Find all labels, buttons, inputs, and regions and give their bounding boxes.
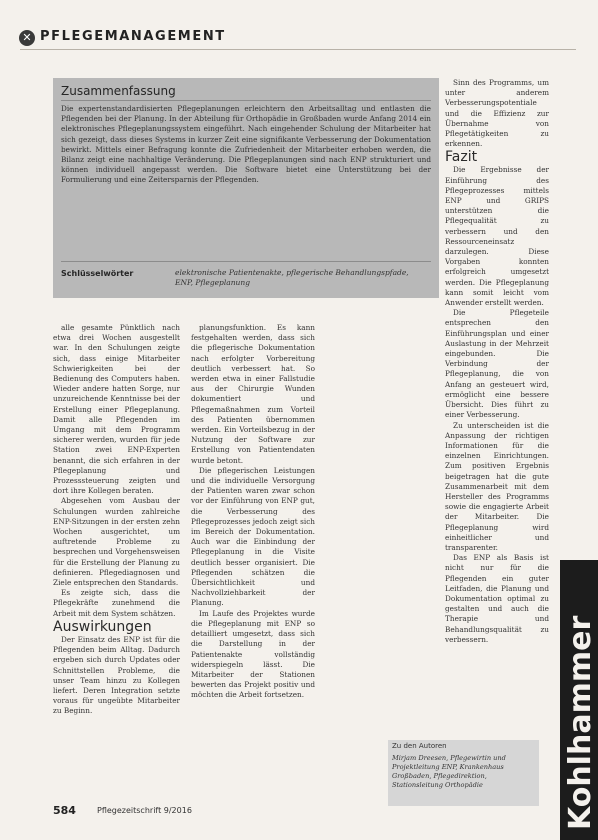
page-footer bbox=[53, 804, 553, 820]
author-info-text: Mirjam Dreesen, Pflegewirtin und Projektleitung ENP, Krankenhaus Großbaden, Pflegedirektion, Stationsleitung Orthopädie bbox=[392, 754, 506, 789]
column-right bbox=[445, 78, 549, 645]
publisher-side-tab bbox=[560, 560, 598, 840]
publisher-name: Kohlhammer bbox=[563, 615, 598, 830]
section-heading-auswirkungen: Auswirkungen bbox=[53, 618, 152, 635]
section-logo-icon: ✕ bbox=[19, 30, 35, 46]
paragraph: Zu unterscheiden ist die Anpassung der richtigen Informationen für die einzelnen Einrichtungen. Zum positiven Ergebnis beigetragen hat die gute Zusammenarbeit mit dem Hersteller des Programms sowie die engagierte Arbeit der Mitarbeiter. Die Pflegeplanung wird einheitlicher und transparenter. bbox=[445, 420, 549, 552]
column-left bbox=[53, 323, 180, 717]
paragraph: Die Pflegeteile entsprechen den Einführungsplan und einer Auslastung in der Mehrzeit eingebunden. Die Verbindung der Pflegeplanung, die von Anfang an gesteuert wird, ermöglicht eine bessere Übersicht. Dies führt zu einer Verbesserung. bbox=[445, 308, 549, 420]
paragraph: Das ENP als Basis ist nicht nur für die Pflegenden ein guter Leitfaden, die Planung und Dokumentation optimal zu gestalten und auch die Therapie und Behandlungsqualität zu verbessern. bbox=[445, 553, 549, 644]
page-header bbox=[0, 0, 598, 60]
author-info-box bbox=[388, 740, 539, 806]
paragraph: Der Einsatz des ENP ist für die Pflegenden beim Alltag. Dadurch ergeben sich durch Updates oder Schnittstellen Probleme, die unser Team hinzu zu Kollegen liefert. Deren Integration setzte voraus für ungeübte Mitarbeiter zu Beginn. bbox=[53, 634, 180, 716]
paragraph: Die Ergebnisse der Einführung des Pflegeprozesses mittels ENP und GRIPS unterstützen die Pflegequalität zu verbessern und den Ressourceneinsatz darzulegen. Diese Vorgaben konnten erfolgreich umgesetzt werden. Die Pflegeplanung kann somit leicht vom Anwender erstellt werden. bbox=[445, 165, 549, 308]
abstract-heading: Zusammenfassung bbox=[61, 84, 176, 98]
abstract-text: Die expertenstandardisierten Pflegeplanungen erleichtern den Arbeitsalltag und entlasten die Pflegenden bei der Planung. In der Abteilung für Orthopädie in Großbaden wurde Anfang 2014 ein elektronisches Pflegeplanungssystem eingeführt. Nach eingehender Schulung der Mitarbeiter hat sich gezeigt, dass dieses Systems in kurzer Zeit eine signifikante Verbesserung der Dokumentation bewirkt. Mittels einer Befragung konnte die Zufriedenheit der Mitarbeiter erhoben werden, die Bilanz zeigt eine nachhaltige Veränderung. Die Pflegeplanungen sind nach ENP strukturiert und können individuell angepasst werden. Die Software bietet eine Unterstützung bei der Formulierung und eine Zeitersparnis der Pflegenden. bbox=[61, 104, 431, 185]
section-heading-fazit: Fazit bbox=[445, 149, 478, 166]
keywords-value: elektronische Patientenakte, pflegerische Behandlungspfade, ENP, Pflegeplanung bbox=[175, 268, 409, 287]
header-divider bbox=[20, 49, 576, 50]
column-middle bbox=[191, 323, 315, 701]
section-title: PFLEGEMANAGEMENT bbox=[40, 29, 226, 44]
keywords-row bbox=[61, 261, 431, 292]
paragraph: Im Laufe des Projektes wurde die Pflegeplanung mit ENP so detailliert umgesetzt, dass sich die Darstellung in der Patientenakte vollständig widerspiegeln lässt. Die Mitarbeiter der Stationen bewerten das Projekt positiv und möchten die Arbeit fortsetzen. bbox=[191, 608, 315, 700]
keywords-label: Schlüsselwörter bbox=[61, 269, 134, 278]
abstract-box bbox=[53, 78, 439, 298]
paragraph: Es zeigte sich, dass die Pflegekräfte zunehmend die Arbeit mit dem System schätzen. bbox=[53, 588, 180, 618]
paragraph: Die pflegerischen Leistungen und die individuelle Versorgung der Patienten waren zwar schon vor der Einführung von ENP gut, die Verbesserung des Pflegeprozesses jedoch zeigt sich im Bereich der Dokumentation. Auch war die Einbindung der Pflegeplanung in die Visite deutlich besser organisiert. Die Pflegenden schätzen die Übersichtlichkeit und Nachvollziehbarkeit der Planung. bbox=[191, 465, 315, 608]
author-info-heading: Zu den Autoren bbox=[392, 742, 447, 750]
paragraph: Sinn des Programms, um unter anderem Verbesserungspotentiale und die Effizienz zur Übernahme von Pflegetätigkeiten zu erkennen. bbox=[445, 78, 549, 149]
page-number: 584 bbox=[53, 804, 76, 817]
journal-name: Pflegezeitschrift 9/2016 bbox=[97, 806, 192, 815]
paragraph: planungsfunktion. Es kann festgehalten werden, dass sich die pflegerische Dokumentation nach erfolgter Vorbereitung deutlich verbessert hat. So werden etwa in einer Fallstudie aus der Chirurgie Wunden dokumentiert und Pflegemaßnahmen zum Vorteil des Patienten übernommen werden. Ein Vorteilsbezug in der Nutzung der Software zur Erstellung von Patientendaten wurde betont. bbox=[191, 323, 315, 465]
abstract-divider bbox=[61, 100, 431, 101]
paragraph: Abgesehen vom Ausbau der Schulungen wurden zahlreiche ENP-Sitzungen in der ersten zehn Wochen ausgerichtet, um auftretende Probleme zu besprechen und Vorgehensweisen für die Erstellung der Planung zu definieren. Pflegediagnosen und Ziele entsprechen den Standards. bbox=[53, 496, 180, 588]
paragraph: alle gesamte Pünktlich nach etwa drei Wochen ausgestellt war. In den Schulungen zeigte sich, dass einige Mitarbeiter Schwierigkeiten bei der Bedienung des Computers haben. Wieder andere hatten Sorge, nur unzureichende Kenntnisse bei der Erstellung einer Pflegeplanung. Damit alle Pflegenden im Umgang mit dem Programm sicherer werden, wurden für jede Station zwei ENP-Experten benannt, die sich erfahren in der Pflegeplanung und Prozesssteuerung zeigten und dort ihre Kollegen beraten. bbox=[53, 323, 180, 496]
